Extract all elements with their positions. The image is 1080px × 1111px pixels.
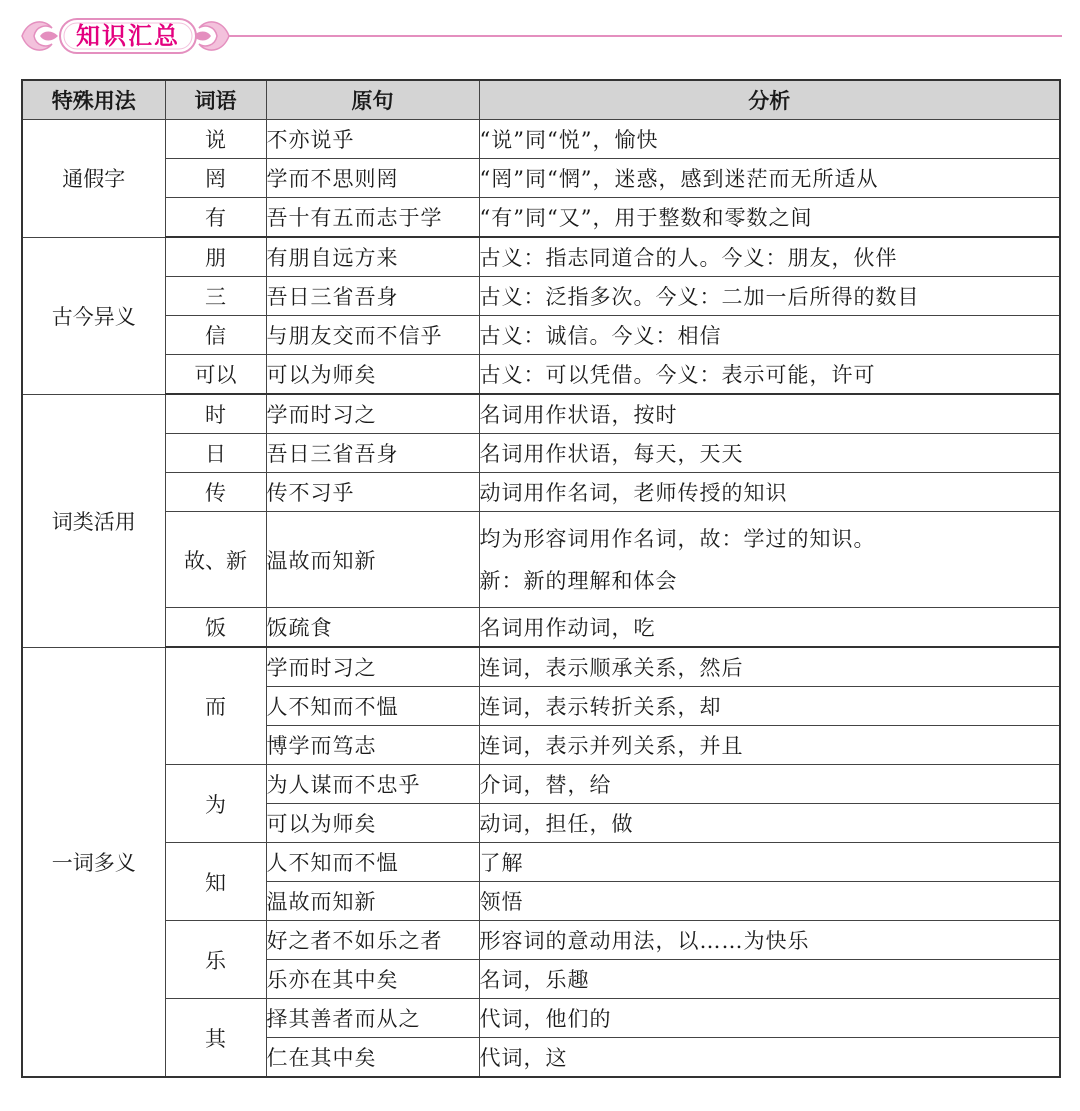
source-cell: 温故而知新: [266, 882, 479, 921]
analysis-cell: 名词用作动词，吃: [479, 608, 1060, 648]
category-cell: 古今异义: [22, 237, 165, 394]
word-cell: 信: [165, 316, 266, 355]
header-word: 词语: [165, 80, 266, 120]
category-cell: 通假字: [22, 120, 165, 238]
table-row: [22, 473, 1060, 512]
table-row: [22, 237, 1060, 277]
analysis-line: 均为形容词用作名词，故：学过的知识。: [479, 526, 876, 551]
table-row: [22, 921, 1060, 960]
analysis-cell: 古义：指志同道合的人。今义：朋友，伙伴: [479, 237, 1060, 277]
word-cell: 罔: [165, 159, 266, 198]
source-cell: 择其善者而从之: [266, 999, 479, 1038]
analysis-cell: “说”同“悦”，愉快: [479, 120, 1060, 159]
source-cell: 乐亦在其中矣: [266, 960, 479, 999]
table-row: [22, 120, 1060, 159]
analysis-cell: 动词用作名词，老师传授的知识: [479, 473, 1060, 512]
analysis-cell: 古义：可以凭借。今义：表示可能，许可: [479, 355, 1060, 395]
analysis-cell: 名词用作状语，每天，天天: [479, 434, 1060, 473]
analysis-cell: 了解: [479, 843, 1060, 882]
source-cell: 有朋自远方来: [266, 237, 479, 277]
word-cell: 说: [165, 120, 266, 159]
analysis-cell: 名词用作状语，按时: [479, 394, 1060, 434]
table-row: [22, 159, 1060, 198]
analysis-cell: 连词，表示转折关系，却: [479, 687, 1060, 726]
source-cell: 吾日三省吾身: [266, 277, 479, 316]
source-cell: 学而时习之: [266, 647, 479, 687]
table-row: [22, 512, 1060, 608]
section-badge: [18, 14, 233, 58]
analysis-cell: 名词，乐趣: [479, 960, 1060, 999]
word-cell: 乐: [165, 921, 266, 999]
analysis-cell: 介词，替，给: [479, 765, 1060, 804]
analysis-cell: 动词，担任，做: [479, 804, 1060, 843]
word-cell: 日: [165, 434, 266, 473]
source-cell: 人不知而不愠: [266, 687, 479, 726]
analysis-cell: “有”同“又”，用于整数和零数之间: [479, 198, 1060, 238]
analysis-cell: [479, 512, 1060, 608]
section-banner: [18, 14, 1062, 58]
word-cell: 三: [165, 277, 266, 316]
source-cell: 学而时习之: [266, 394, 479, 434]
word-cell: 故、新: [165, 512, 266, 608]
word-cell: 有: [165, 198, 266, 238]
table-row: [22, 608, 1060, 648]
source-cell: 与朋友交而不信乎: [266, 316, 479, 355]
analysis-cell: 连词，表示并列关系，并且: [479, 726, 1060, 765]
source-cell: 好之者不如乐之者: [266, 921, 479, 960]
source-cell: 不亦说乎: [266, 120, 479, 159]
banner-divider: [228, 35, 1062, 37]
analysis-cell: 古义：诚信。今义：相信: [479, 316, 1060, 355]
word-cell: 时: [165, 394, 266, 434]
source-cell: 人不知而不愠: [266, 843, 479, 882]
word-cell: 可以: [165, 355, 266, 395]
analysis-cell: “罔”同“惘”，迷惑，感到迷茫而无所适从: [479, 159, 1060, 198]
table-row: [22, 999, 1060, 1038]
table-row: [22, 394, 1060, 434]
table-row: [22, 316, 1060, 355]
analysis-cell: 领悟: [479, 882, 1060, 921]
category-cell: 词类活用: [22, 394, 165, 647]
source-cell: 可以为师矣: [266, 804, 479, 843]
category-cell: 一词多义: [22, 647, 165, 1077]
word-cell: 其: [165, 999, 266, 1078]
table-header-row: [22, 80, 1060, 120]
source-cell: 可以为师矣: [266, 355, 479, 395]
source-cell: 饭疏食: [266, 608, 479, 648]
analysis-line: 新：新的理解和体会: [479, 568, 678, 593]
analysis-cell: 连词，表示顺承关系，然后: [479, 647, 1060, 687]
source-cell: 吾十有五而志于学: [266, 198, 479, 238]
word-cell: 而: [165, 647, 266, 765]
table-row: [22, 355, 1060, 395]
source-cell: 博学而笃志: [266, 726, 479, 765]
knowledge-table: [21, 79, 1061, 1078]
source-cell: 学而不思则罔: [266, 159, 479, 198]
word-cell: 传: [165, 473, 266, 512]
analysis-cell: 形容词的意动用法，以……为快乐: [479, 921, 1060, 960]
table-row: [22, 434, 1060, 473]
source-cell: 吾日三省吾身: [266, 434, 479, 473]
word-cell: 为: [165, 765, 266, 843]
source-cell: 传不习乎: [266, 473, 479, 512]
source-cell: 仁在其中矣: [266, 1038, 479, 1078]
header-analysis: 分析: [479, 80, 1060, 120]
word-cell: 朋: [165, 237, 266, 277]
table-row: [22, 843, 1060, 882]
analysis-cell: 代词，他们的: [479, 999, 1060, 1038]
header-source: 原句: [266, 80, 479, 120]
table-row: [22, 198, 1060, 238]
banner-title: 知识汇总: [76, 22, 180, 50]
table-row: [22, 647, 1060, 687]
analysis-cell: 代词，这: [479, 1038, 1060, 1078]
word-cell: 知: [165, 843, 266, 921]
analysis-cell: 古义：泛指多次。今义：二加一后所得的数目: [479, 277, 1060, 316]
source-cell: 温故而知新: [266, 512, 479, 608]
word-cell: 饭: [165, 608, 266, 648]
header-usage: 特殊用法: [22, 80, 165, 120]
table-row: [22, 277, 1060, 316]
source-cell: 为人谋而不忠乎: [266, 765, 479, 804]
table-row: [22, 765, 1060, 804]
